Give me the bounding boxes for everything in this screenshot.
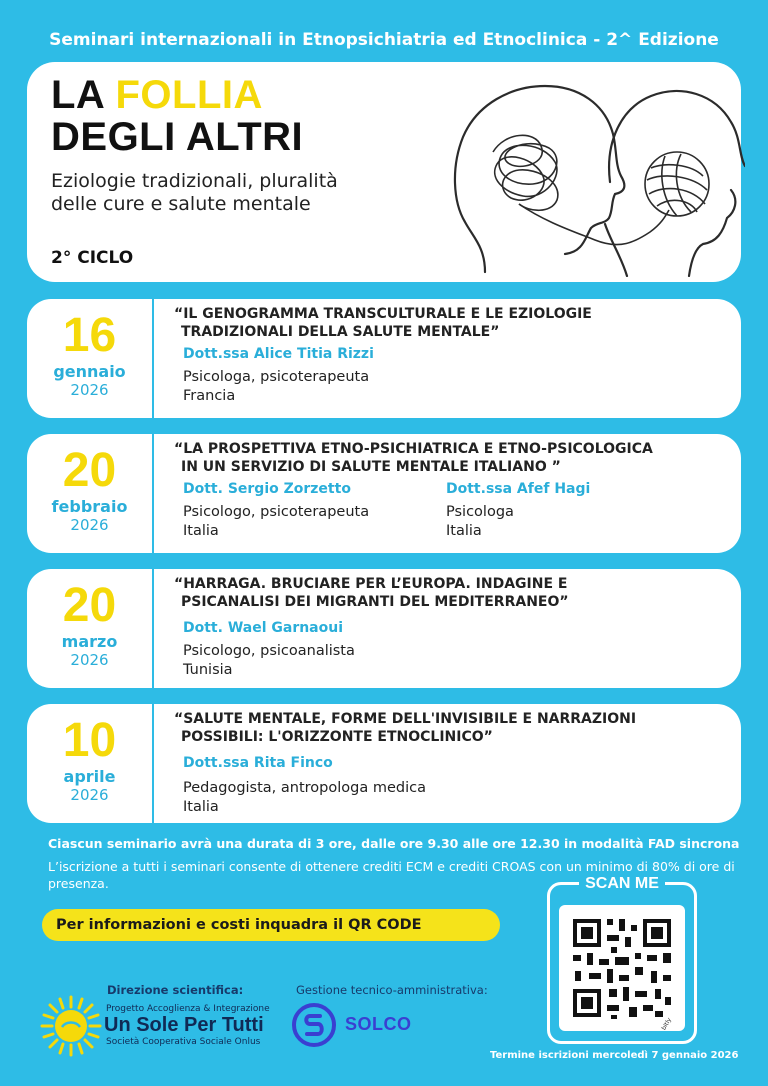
date-month: gennaio	[53, 362, 126, 381]
date-day: 20	[62, 579, 117, 632]
date-month: marzo	[61, 632, 118, 651]
speaker-country: Italia	[183, 523, 219, 539]
org-name: Un Sole Per Tutti	[104, 1014, 264, 1036]
seminar-title	[174, 710, 734, 746]
seminar-card-2	[27, 434, 741, 553]
speaker-country: Francia	[183, 388, 236, 404]
date-block	[27, 434, 154, 553]
speaker-role: Psicologa, psicoterapeuta	[183, 369, 370, 385]
date-block	[27, 299, 154, 418]
speaker-name: Dott.ssa Rita Finco	[183, 755, 333, 771]
registration-deadline: Termine iscrizioni mercoledì 7 gennaio 2026	[490, 1050, 739, 1061]
title-line-2: POSSIBILI: L'ORIZZONTE ETNOCLINICO”	[181, 729, 493, 745]
title-line-2: TRADIZIONALI DELLA SALUTE MENTALE”	[181, 324, 500, 340]
hero-card	[27, 62, 741, 282]
qr-code[interactable]	[559, 905, 685, 1031]
scan-me-label-wrap	[550, 873, 694, 893]
title-follia: FOLLIA	[115, 73, 263, 117]
date-block	[27, 569, 154, 688]
speaker-role: Psicologo, psicoterapeuta	[183, 504, 370, 520]
speaker-name: Dott. Sergio Zorzetto	[183, 481, 351, 497]
speaker-country: Italia	[446, 523, 482, 539]
date-month: aprile	[63, 767, 116, 786]
qr-code-icon	[559, 905, 685, 1031]
solco-name: SOLCO	[345, 1014, 412, 1034]
management-label: Gestione tecnico-amministrativa:	[296, 983, 488, 997]
sun-logo-icon	[40, 995, 102, 1057]
hero-title	[51, 74, 303, 158]
date-day: 20	[62, 444, 117, 497]
bitly-mark: bitly	[660, 1016, 673, 1031]
title-line-1: “HARRAGA. BRUCIARE PER L’EUROPA. INDAGINE E	[174, 576, 568, 592]
solco-logo-icon	[292, 1003, 336, 1047]
hero-subtitle: Eziologie tradizionali, pluralità delle cure e salute mentale	[51, 170, 338, 215]
date-day: 16	[62, 309, 117, 362]
speaker-name: Dott.ssa Alice Titia Rizzi	[183, 346, 374, 362]
speaker-name: Dott.ssa Afef Hagi	[446, 481, 591, 497]
title-la: LA	[51, 73, 104, 117]
speaker-role: Pedagogista, antropologa medica	[183, 780, 426, 796]
date-year: 2026	[70, 381, 109, 399]
title-line-1: “SALUTE MENTALE, FORME DELL'INVISIBILE E NARRAZIONI	[174, 711, 637, 727]
speaker-role: Psicologo, psicoanalista	[183, 643, 355, 659]
ecm-note: L’iscrizione a tutti i seminari consente di ottenere crediti ECM e crediti CROAS con un minimo di 80% di ore di presenza.	[48, 859, 735, 891]
date-day: 10	[62, 714, 117, 767]
scan-me-label: SCAN ME	[579, 875, 665, 892]
cycle-label: 2° CICLO	[51, 248, 134, 268]
speaker-role: Psicologa	[446, 504, 514, 520]
qr-frame	[547, 875, 697, 1044]
date-year: 2026	[70, 651, 109, 669]
seminar-title	[174, 305, 734, 341]
title-line-1: “IL GENOGRAMMA TRANSCULTURALE E LE EZIOLOGIE	[174, 306, 592, 322]
org-project-label: Progetto Accoglienza & Integrazione	[106, 1004, 270, 1014]
speaker-name: Dott. Wael Garnaoui	[183, 620, 344, 636]
seminar-card-3	[27, 569, 741, 688]
title-line-2: PSICANALISI DEI MIGRANTI DEL MEDITERRANEO”	[181, 594, 569, 610]
seminar-title	[174, 440, 734, 476]
title-degli-altri: DEGLI ALTRI	[51, 115, 304, 159]
seminar-title	[174, 575, 734, 611]
title-line-1: “LA PROSPETTIVA ETNO-PSICHIATRICA E ETNO-PSICOLOGICA	[174, 441, 653, 457]
two-heads-illustration	[445, 72, 745, 277]
seminar-card-1	[27, 299, 741, 418]
duration-note: Ciascun seminario avrà una durata di 3 ore, dalle ore 9.30 alle ore 12.30 in modalità FAD sincrona	[48, 836, 740, 851]
info-cta: Per informazioni e costi inquadra il QR CODE	[42, 909, 500, 941]
date-block	[27, 704, 154, 823]
org-subtitle: Società Cooperativa Sociale Onlus	[106, 1037, 261, 1047]
series-banner: Seminari internazionali in Etnopsichiatria ed Etnoclinica - 2^ Edizione	[49, 30, 719, 50]
title-line-2: IN UN SERVIZIO DI SALUTE MENTALE ITALIANO ”	[181, 459, 561, 475]
date-year: 2026	[70, 786, 109, 804]
date-month: febbraio	[51, 497, 128, 516]
speaker-country: Italia	[183, 799, 219, 815]
seminar-card-4	[27, 704, 741, 823]
date-year: 2026	[70, 516, 109, 534]
direction-label: Direzione scientifica:	[107, 983, 244, 997]
speaker-country: Tunisia	[183, 662, 233, 678]
